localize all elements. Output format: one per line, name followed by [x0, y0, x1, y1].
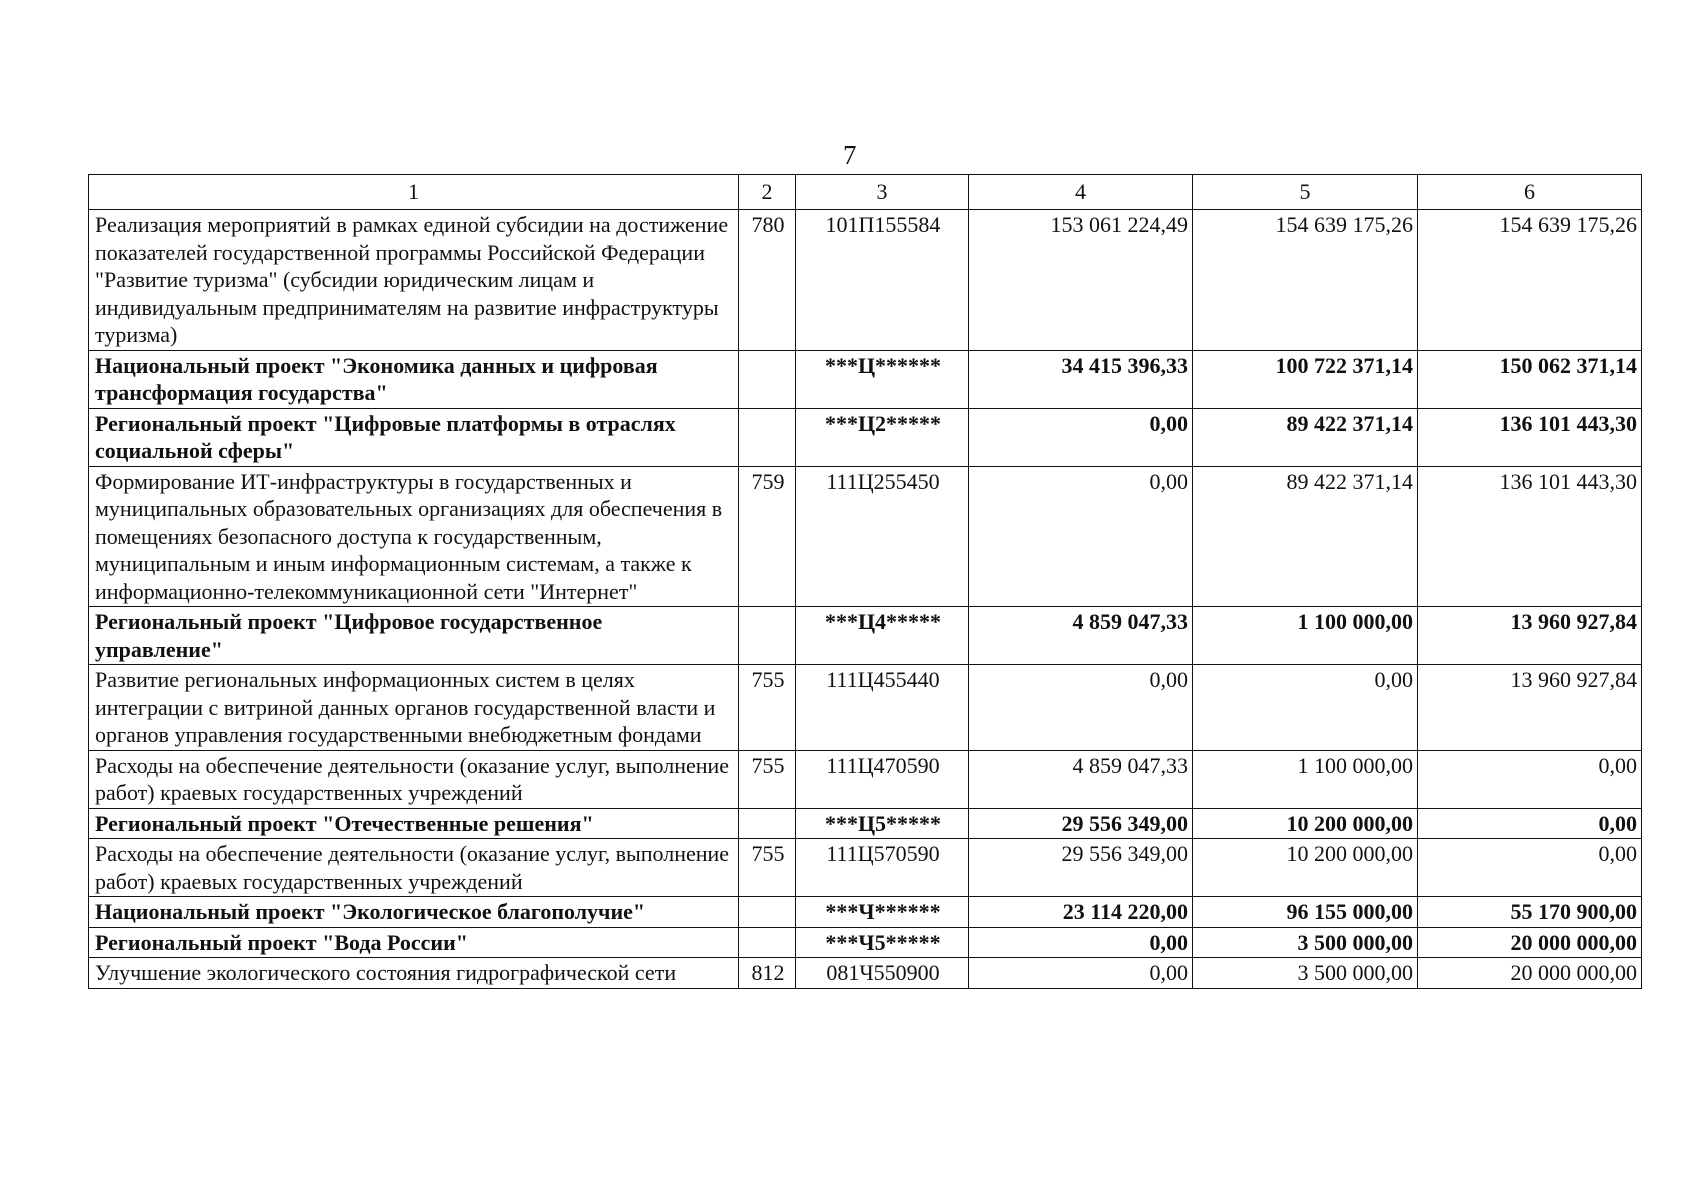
- row-value-2: 10 200 000,00: [1193, 808, 1418, 839]
- row-csr: ***Ц5*****: [796, 808, 969, 839]
- row-code: [739, 607, 796, 665]
- row-code: 759: [739, 466, 796, 607]
- row-name: Реализация мероприятий в рамках единой субсидии на достижение показателей государственной программы Российской Федерации "Развитие туризма" (субсидии юридическим лицам и индивидуальным предпринимателям на развитие инфраструктуры туризма): [89, 210, 739, 351]
- row-value-2: 3 500 000,00: [1193, 927, 1418, 958]
- row-name: Региональный проект "Цифровое государственное управление": [89, 607, 739, 665]
- row-value-3: 136 101 443,30: [1418, 408, 1642, 466]
- column-header-4: 4: [969, 175, 1193, 210]
- page-number: 7: [843, 140, 857, 170]
- row-value-1: 4 859 047,33: [969, 607, 1193, 665]
- row-code: [739, 350, 796, 408]
- column-header-1: 1: [89, 175, 739, 210]
- row-csr: ***Ч******: [796, 897, 969, 928]
- row-csr: ***Ц2*****: [796, 408, 969, 466]
- row-csr: 111Ц570590: [796, 839, 969, 897]
- row-csr: ***Ц4*****: [796, 607, 969, 665]
- row-name: Расходы на обеспечение деятельности (оказание услуг, выполнение работ) краевых государственных учреждений: [89, 750, 739, 808]
- table-row: [89, 408, 1642, 466]
- row-code: 780: [739, 210, 796, 351]
- row-value-1: 0,00: [969, 408, 1193, 466]
- table-row: [89, 897, 1642, 928]
- table-row: [89, 350, 1642, 408]
- row-name: Национальный проект "Экологическое благополучие": [89, 897, 739, 928]
- row-csr: ***Ч5*****: [796, 927, 969, 958]
- table-row: [89, 607, 1642, 665]
- row-code: [739, 927, 796, 958]
- row-value-1: 0,00: [969, 958, 1193, 989]
- row-value-3: 0,00: [1418, 750, 1642, 808]
- row-value-1: 4 859 047,33: [969, 750, 1193, 808]
- row-csr: 111Ц455440: [796, 665, 969, 751]
- row-name: Региональный проект "Цифровые платформы в отраслях социальной сферы": [89, 408, 739, 466]
- table-row: [89, 665, 1642, 751]
- table-row: [89, 927, 1642, 958]
- row-value-1: 29 556 349,00: [969, 808, 1193, 839]
- column-header-6: 6: [1418, 175, 1642, 210]
- row-name: Региональный проект "Отечественные решения": [89, 808, 739, 839]
- row-value-1: 0,00: [969, 665, 1193, 751]
- row-value-1: 0,00: [969, 927, 1193, 958]
- table-row: [89, 958, 1642, 989]
- row-value-3: 0,00: [1418, 808, 1642, 839]
- row-value-2: 96 155 000,00: [1193, 897, 1418, 928]
- row-value-3: 20 000 000,00: [1418, 927, 1642, 958]
- row-name: Развитие региональных информационных систем в целях интеграции с витриной данных органов государственной власти и органов управления государственными внебюджетным фондами: [89, 665, 739, 751]
- row-value-2: 1 100 000,00: [1193, 607, 1418, 665]
- row-value-2: 3 500 000,00: [1193, 958, 1418, 989]
- row-csr: 111Ц470590: [796, 750, 969, 808]
- row-value-1: 0,00: [969, 466, 1193, 607]
- row-value-3: 136 101 443,30: [1418, 466, 1642, 607]
- row-code: 755: [739, 839, 796, 897]
- table-row: [89, 750, 1642, 808]
- row-name: Национальный проект "Экономика данных и цифровая трансформация государства": [89, 350, 739, 408]
- row-value-2: 0,00: [1193, 665, 1418, 751]
- table-row: [89, 808, 1642, 839]
- row-value-3: 55 170 900,00: [1418, 897, 1642, 928]
- row-value-3: 154 639 175,26: [1418, 210, 1642, 351]
- row-name: Региональный проект "Вода России": [89, 927, 739, 958]
- row-value-2: 89 422 371,14: [1193, 408, 1418, 466]
- column-header-3: 3: [796, 175, 969, 210]
- row-value-1: 153 061 224,49: [969, 210, 1193, 351]
- row-code: [739, 408, 796, 466]
- row-code: 755: [739, 665, 796, 751]
- row-csr: ***Ц******: [796, 350, 969, 408]
- row-code: 812: [739, 958, 796, 989]
- row-value-1: 34 415 396,33: [969, 350, 1193, 408]
- row-code: [739, 897, 796, 928]
- table-row: [89, 466, 1642, 607]
- row-value-1: 23 114 220,00: [969, 897, 1193, 928]
- row-code: [739, 808, 796, 839]
- row-csr: 111Ц255450: [796, 466, 969, 607]
- table-row: [89, 839, 1642, 897]
- row-name: Улучшение экологического состояния гидрографической сети: [89, 958, 739, 989]
- row-value-2: 89 422 371,14: [1193, 466, 1418, 607]
- budget-table: [88, 174, 1642, 989]
- table-row: [89, 210, 1642, 351]
- row-code: 755: [739, 750, 796, 808]
- row-value-1: 29 556 349,00: [969, 839, 1193, 897]
- row-value-3: 13 960 927,84: [1418, 665, 1642, 751]
- table-header-row: [89, 175, 1642, 210]
- row-value-2: 154 639 175,26: [1193, 210, 1418, 351]
- row-value-2: 10 200 000,00: [1193, 839, 1418, 897]
- row-csr: 101П155584: [796, 210, 969, 351]
- row-value-3: 150 062 371,14: [1418, 350, 1642, 408]
- row-value-3: 20 000 000,00: [1418, 958, 1642, 989]
- row-value-2: 100 722 371,14: [1193, 350, 1418, 408]
- row-value-3: 13 960 927,84: [1418, 607, 1642, 665]
- row-value-2: 1 100 000,00: [1193, 750, 1418, 808]
- row-value-3: 0,00: [1418, 839, 1642, 897]
- column-header-5: 5: [1193, 175, 1418, 210]
- column-header-2: 2: [739, 175, 796, 210]
- row-name: Формирование ИТ-инфраструктуры в государственных и муниципальных образовательных организациях для обеспечения в помещениях безопасного доступа к государственным, муниципальным и иным информационным системам, а также к информационно-телекоммуникационной сети "Интернет": [89, 466, 739, 607]
- row-csr: 081Ч550900: [796, 958, 969, 989]
- row-name: Расходы на обеспечение деятельности (оказание услуг, выполнение работ) краевых государственных учреждений: [89, 839, 739, 897]
